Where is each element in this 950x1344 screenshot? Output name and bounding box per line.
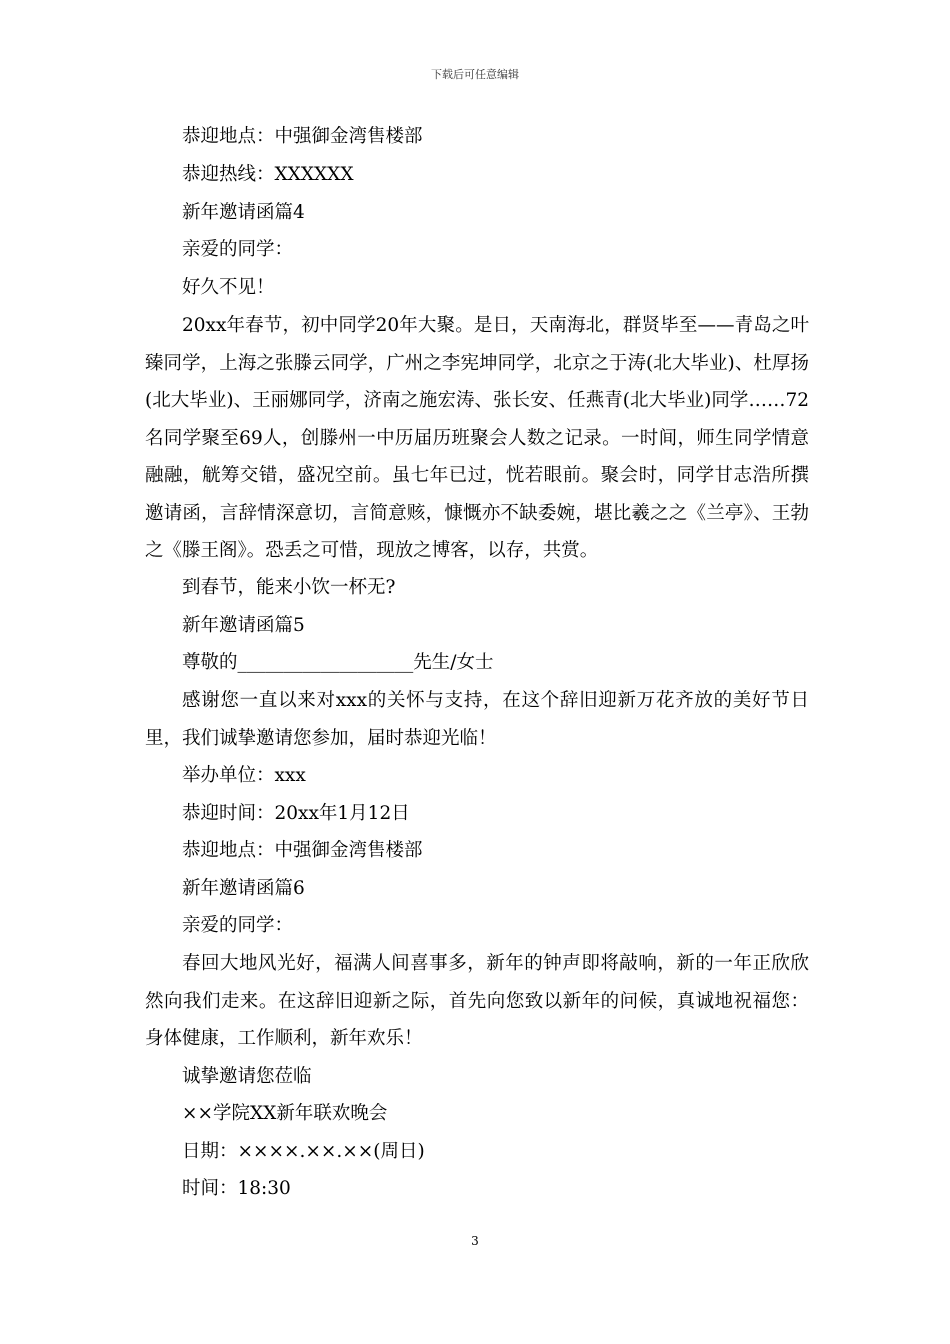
thanks-paragraph: 感谢您一直以来对xxx的关怀与支持，在这个辞旧迎新万花齐放的美好节日里，我们诚挚邀请您参加，届时恭迎光临！ xyxy=(145,690,809,749)
invitation-line: 诚挚邀请您莅临 xyxy=(182,1066,312,1087)
section-title-5: 新年邀请函篇5 xyxy=(182,615,305,636)
reunion-paragraph: 20xx年春节，初中同学20年大聚。是日，天南海北，群贤毕至——青岛之叶臻同学，上海之张滕云同学，广州之李宪坤同学，北京之于涛(北大毕业)、杜厚扬(北大毕业)、王丽娜同学，济南之施宏涛、张长安、任燕青(北大毕业)同学……72名同学聚至69人，创滕州一中历届历班聚会人数之记录。一时间，师生同学情意融融，觥筹交错，盛况空前。虽七年已过，恍若眼前。聚会时，同学甘志浩所撰邀请函，言辞情深意切，言简意赅，慷慨亦不缺委婉，堪比羲之之《兰亭》、王勃之《滕王阁》。恐丢之可惜，现放之博客，以存，共赏。 xyxy=(145,315,809,561)
time-line: 恭迎时间：20xx年1月12日 xyxy=(182,803,410,824)
new-year-paragraph: 春回大地风光好，福满人间喜事多，新年的钟声即将敲响，新的一年正欣欣然向我们走来。在这辞旧迎新之际，首先向您致以新年的问候，真诚地祝福您：身体健康，工作顺利，新年欢乐！ xyxy=(145,953,809,1049)
time-line-2: 时间：18:30 xyxy=(182,1178,291,1199)
hotline-line: 恭迎热线：XXXXXX xyxy=(182,164,354,185)
greeting: 好久不见！ xyxy=(182,277,275,298)
page-number: 3 xyxy=(471,1234,479,1248)
section-title-6: 新年邀请函篇6 xyxy=(182,878,305,899)
closing-question: 到春节，能来小饮一杯无? xyxy=(182,577,396,598)
page-header: 下载后可任意编辑 xyxy=(431,68,519,81)
section-title-4: 新年邀请函篇4 xyxy=(182,202,305,223)
event-name-line: ××学院XX新年联欢晚会 xyxy=(182,1103,388,1124)
salutation: 亲爱的同学： xyxy=(182,239,294,260)
date-line: 日期：××××.××.××(周日) xyxy=(182,1141,425,1162)
organizer-line: 举办单位：xxx xyxy=(182,765,306,786)
venue-line-2: 恭迎地点：中强御金湾售楼部 xyxy=(182,840,423,861)
salutation-2: 亲爱的同学： xyxy=(182,915,294,936)
venue-line: 恭迎地点：中强御金湾售楼部 xyxy=(182,126,423,147)
addressee-line: 尊敬的___________________先生/女士 xyxy=(182,652,494,673)
